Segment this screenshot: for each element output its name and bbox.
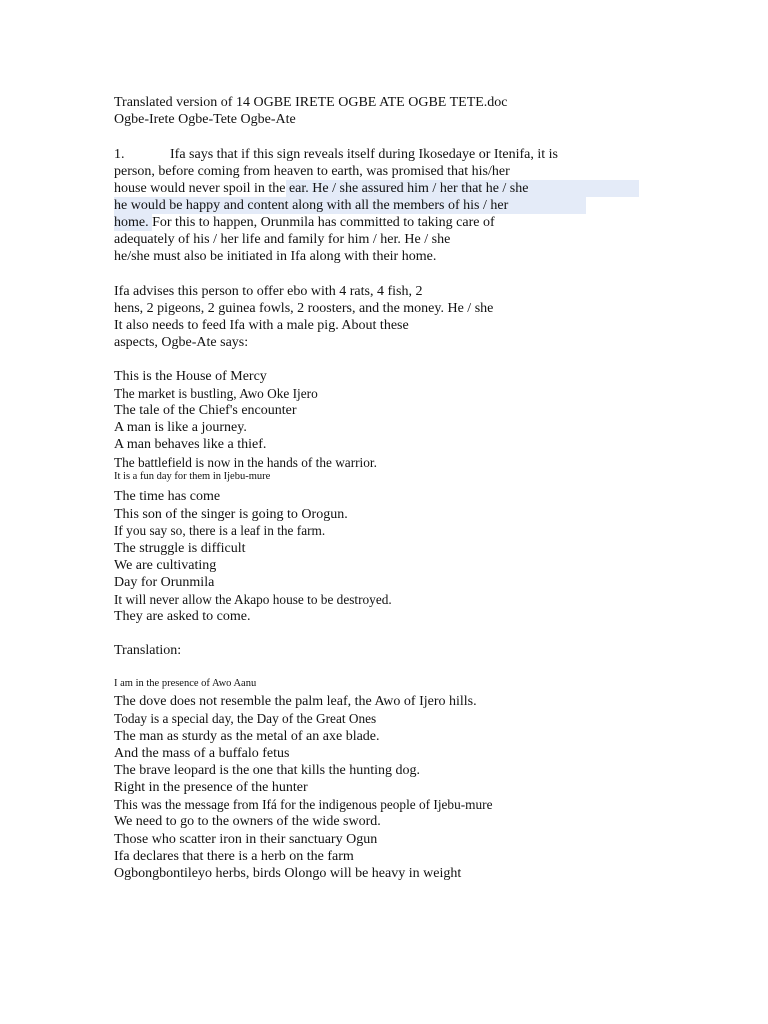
translation-line: The dove does not resemble the palm leaf, the Awo of Ijero hills. <box>114 694 477 709</box>
translation-line: Ifa declares that there is a herb on the farm <box>114 849 354 864</box>
verse-line: The battlefield is now in the hands of the warrior. <box>114 455 377 470</box>
translation-line: Today is a special day, the Day of the Great Ones <box>114 711 377 726</box>
translation-line: The man as sturdy as the metal of an axe blade. <box>114 729 380 744</box>
paragraph-line: aspects, Ogbe-Ate says: <box>114 335 249 350</box>
translation-line: Right in the presence of the hunter <box>114 780 308 795</box>
translation-line: I am in the presence of Awo Aanu <box>114 678 257 689</box>
paragraph-line: person, before coming from heaven to earth, was promised that his/her <box>114 164 510 179</box>
verse-line: The struggle is difficult <box>114 541 246 556</box>
verse-line: They are asked to come. <box>114 609 251 624</box>
verse-line: This is the House of Mercy <box>114 369 267 384</box>
paragraph-line: It also needs to feed Ifa with a male pig. About these <box>114 318 409 333</box>
paragraph-number: 1. <box>114 147 125 162</box>
paragraph-line: Ifa advises this person to offer ebo with 4 rats, 4 fish, 2 <box>114 284 423 299</box>
translation-line: And the mass of a buffalo fetus <box>114 746 290 761</box>
paragraph-line[interactable]: he would be happy and content along with all the members of his / her <box>114 198 509 213</box>
verse-line: Day for Orunmila <box>114 575 215 590</box>
paragraph-line[interactable]: home. For this to happen, Orunmila has committed to taking care of <box>114 215 495 230</box>
verse-line: A man behaves like a thief. <box>114 437 267 452</box>
paragraph-text: Ifa says that if this sign reveals itself during Ikosedaye or Itenifa, it is <box>170 147 559 162</box>
verse-line: The tale of the Chief's encounter <box>114 403 297 418</box>
translation-line: Those who scatter iron in their sanctuary Ogun <box>114 832 378 847</box>
verse-line: If you say so, there is a leaf in the farm. <box>114 523 326 538</box>
document-title: Translated version of 14 OGBE IRETE OGBE ATE OGBE TETE.doc <box>114 95 508 110</box>
document-subtitle: Ogbe-Irete Ogbe-Tete Ogbe-Ate <box>114 112 296 127</box>
verse-line: The market is bustling, Awo Oke Ijero <box>114 386 318 401</box>
translation-line: We need to go to the owners of the wide sword. <box>114 814 381 829</box>
paragraph-line: adequately of his / her life and family for him / her. He / she <box>114 232 451 247</box>
paragraph-line: hens, 2 pigeons, 2 guinea fowls, 2 roosters, and the money. He / she <box>114 301 494 316</box>
verse-line: We are cultivating <box>114 558 217 573</box>
translation-line: The brave leopard is the one that kills the hunting dog. <box>114 763 420 778</box>
verse-line: The time has come <box>114 489 221 504</box>
translation-line: Ogbongbontileyo herbs, birds Olongo will be heavy in weight <box>114 866 462 881</box>
verse-line: It is a fun day for them in Ijebu-mure <box>114 471 271 482</box>
translation-heading: Translation: <box>114 643 182 658</box>
verse-line: This son of the singer is going to Orogun. <box>114 507 348 522</box>
paragraph-line <box>114 148 558 162</box>
verse-line: It will never allow the Akapo house to be destroyed. <box>114 592 392 607</box>
paragraph-line[interactable]: house would never spoil in the ear. He / she assured him / her that he / she <box>114 181 529 196</box>
verse-line: A man is like a journey. <box>114 420 247 435</box>
paragraph-line: he/she must also be initiated in Ifa along with their home. <box>114 249 437 264</box>
translation-line: This was the message from Ifá for the indigenous people of Ijebu-mure <box>114 797 493 812</box>
